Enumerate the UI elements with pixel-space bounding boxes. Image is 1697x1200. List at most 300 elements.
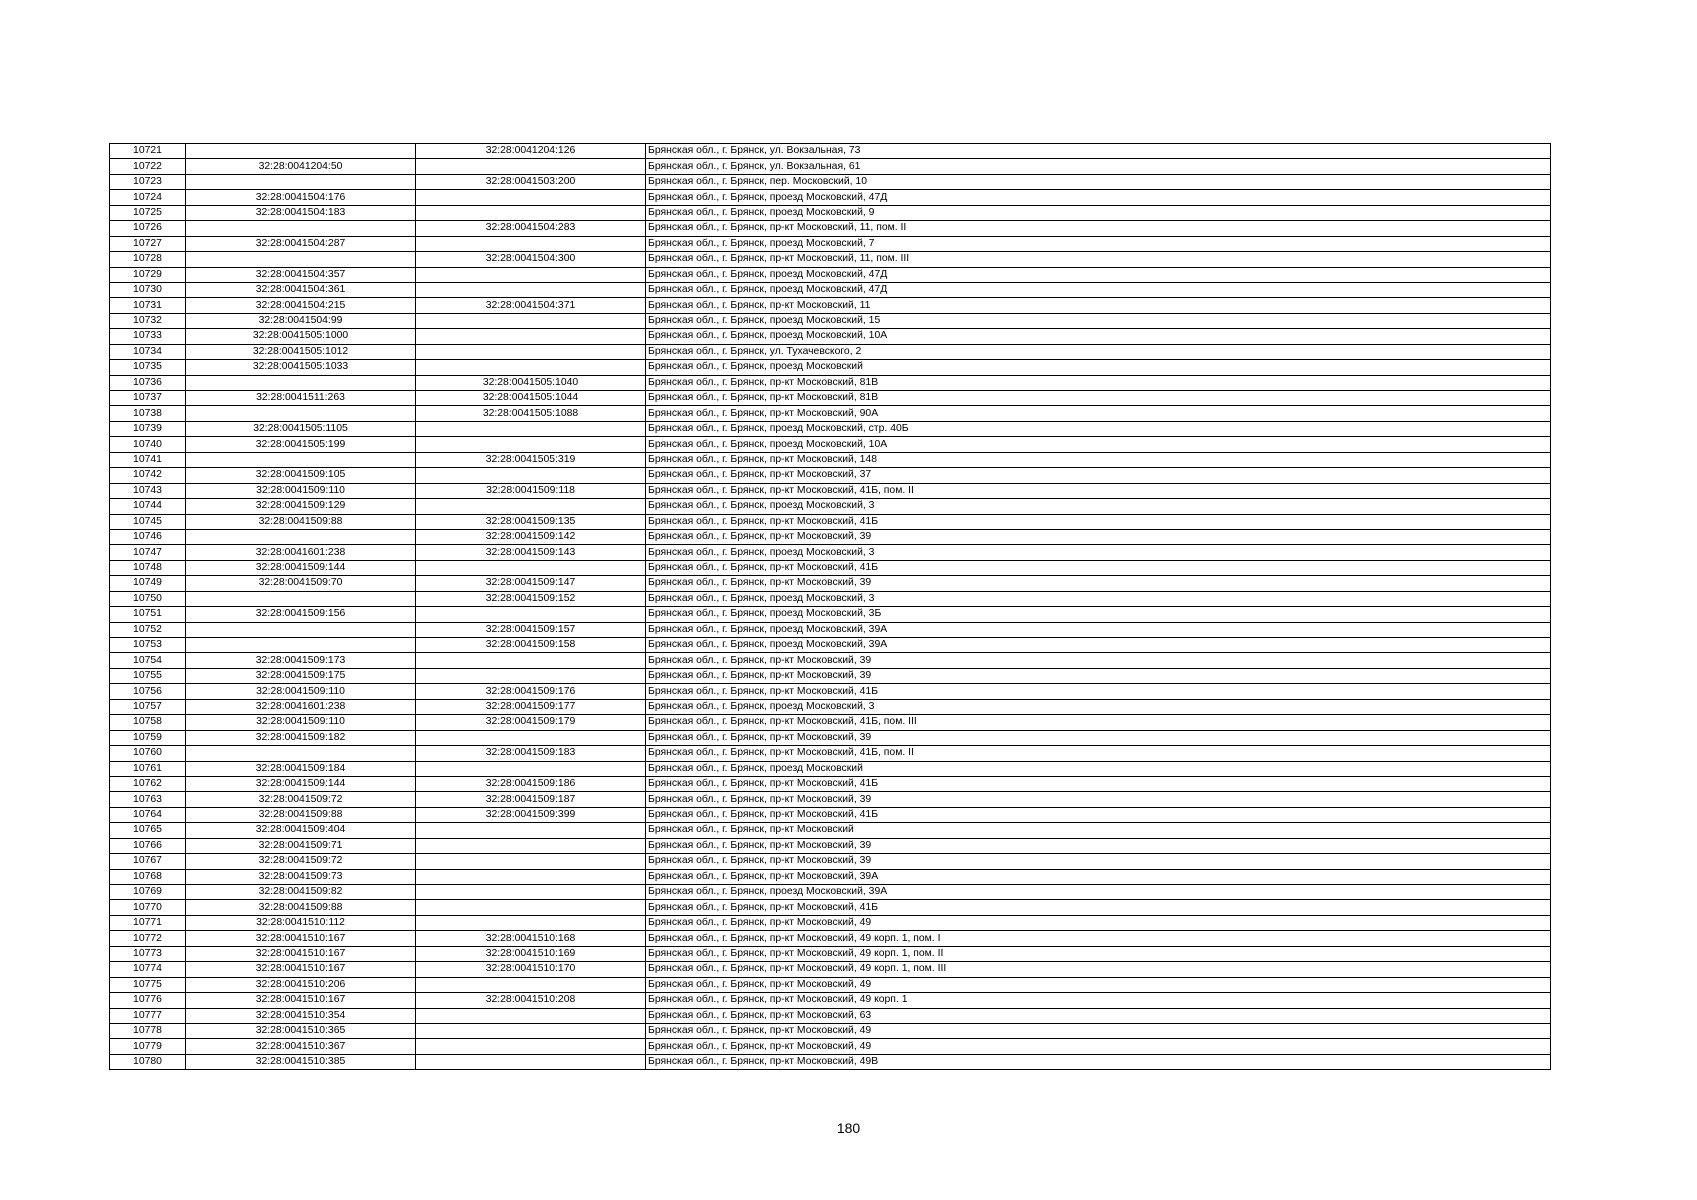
- address-cell: Брянская обл., г. Брянск, проезд Московский, 39А: [646, 885, 1551, 900]
- address-cell: Брянская обл., г. Брянск, ул. Тухачевского, 2: [646, 344, 1551, 359]
- building-cadastral-number-cell: 32:28:0041505:319: [416, 452, 646, 467]
- land-cadastral-number-cell: 32:28:0041509:404: [186, 823, 416, 838]
- table-row: [110, 267, 1551, 282]
- address-cell: Брянская обл., г. Брянск, проезд Московский, 39А: [646, 622, 1551, 637]
- table-row: [110, 560, 1551, 575]
- address-cell: Брянская обл., г. Брянск, пр-кт Московский, 41Б: [646, 560, 1551, 575]
- address-cell: Брянская обл., г. Брянск, проезд Московский, 15: [646, 313, 1551, 328]
- row-number-cell: 10732: [110, 313, 186, 328]
- row-number-cell: 10731: [110, 298, 186, 313]
- address-cell: Брянская обл., г. Брянск, пр-кт Московский, 41Б, пом. II: [646, 483, 1551, 498]
- row-number-cell: 10728: [110, 252, 186, 267]
- land-cadastral-number-cell: 32:28:0041509:88: [186, 900, 416, 915]
- address-cell: Брянская обл., г. Брянск, проезд Московский, 47Д: [646, 190, 1551, 205]
- row-number-cell: 10757: [110, 699, 186, 714]
- address-cell: Брянская обл., г. Брянск, пр-кт Московский, 81В: [646, 391, 1551, 406]
- building-cadastral-number-cell: [416, 1054, 646, 1069]
- building-cadastral-number-cell: 32:28:0041509:179: [416, 715, 646, 730]
- address-cell: Брянская обл., г. Брянск, проезд Московский, 10А: [646, 437, 1551, 452]
- table-row: [110, 854, 1551, 869]
- address-cell: Брянская обл., г. Брянск, пр-кт Московский, 81В: [646, 375, 1551, 390]
- row-number-cell: 10776: [110, 993, 186, 1008]
- address-cell: Брянская обл., г. Брянск, пр-кт Московский, 39: [646, 854, 1551, 869]
- land-cadastral-number-cell: 32:28:0041510:167: [186, 931, 416, 946]
- table-row: [110, 468, 1551, 483]
- table-row: [110, 313, 1551, 328]
- land-cadastral-number-cell: [186, 144, 416, 159]
- row-number-cell: 10735: [110, 360, 186, 375]
- land-cadastral-number-cell: 32:28:0041510:206: [186, 977, 416, 992]
- row-number-cell: 10770: [110, 900, 186, 915]
- table-row: [110, 838, 1551, 853]
- address-cell: Брянская обл., г. Брянск, ул. Вокзальная, 73: [646, 144, 1551, 159]
- row-number-cell: 10761: [110, 761, 186, 776]
- address-cell: Брянская обл., г. Брянск, пр-кт Московский, 49: [646, 1023, 1551, 1038]
- address-cell: Брянская обл., г. Брянск, пр-кт Московский, 39: [646, 653, 1551, 668]
- table-row: [110, 869, 1551, 884]
- row-number-cell: 10752: [110, 622, 186, 637]
- table-row: [110, 576, 1551, 591]
- building-cadastral-number-cell: [416, 313, 646, 328]
- building-cadastral-number-cell: 32:28:0041509:142: [416, 529, 646, 544]
- row-number-cell: 10743: [110, 483, 186, 498]
- address-cell: Брянская обл., г. Брянск, пр-кт Московский, 49 корп. 1, пом. III: [646, 962, 1551, 977]
- row-number-cell: 10753: [110, 638, 186, 653]
- address-cell: Брянская обл., г. Брянск, проезд Московский: [646, 360, 1551, 375]
- table-row: [110, 1023, 1551, 1038]
- row-number-cell: 10759: [110, 730, 186, 745]
- row-number-cell: 10778: [110, 1023, 186, 1038]
- table-row: [110, 205, 1551, 220]
- land-cadastral-number-cell: [186, 638, 416, 653]
- row-number-cell: 10726: [110, 221, 186, 236]
- address-cell: Брянская обл., г. Брянск, ул. Вокзальная, 61: [646, 159, 1551, 174]
- table-row: [110, 962, 1551, 977]
- land-cadastral-number-cell: 32:28:0041510:167: [186, 962, 416, 977]
- building-cadastral-number-cell: 32:28:0041504:300: [416, 252, 646, 267]
- land-cadastral-number-cell: 32:28:0041505:1012: [186, 344, 416, 359]
- building-cadastral-number-cell: [416, 205, 646, 220]
- row-number-cell: 10744: [110, 499, 186, 514]
- building-cadastral-number-cell: 32:28:0041509:399: [416, 807, 646, 822]
- land-cadastral-number-cell: 32:28:0041509:184: [186, 761, 416, 776]
- land-cadastral-number-cell: 32:28:0041504:287: [186, 236, 416, 251]
- table-row: [110, 406, 1551, 421]
- row-number-cell: 10747: [110, 545, 186, 560]
- row-number-cell: 10739: [110, 421, 186, 436]
- table-row: [110, 545, 1551, 560]
- land-cadastral-number-cell: 32:28:0041601:238: [186, 545, 416, 560]
- land-cadastral-number-cell: [186, 406, 416, 421]
- row-number-cell: 10768: [110, 869, 186, 884]
- address-cell: Брянская обл., г. Брянск, пр-кт Московский, 39: [646, 529, 1551, 544]
- address-cell: Брянская обл., г. Брянск, пр-кт Московский, 41Б: [646, 514, 1551, 529]
- address-cell: Брянская обл., г. Брянск, пр-кт Московский, 37: [646, 468, 1551, 483]
- building-cadastral-number-cell: [416, 1039, 646, 1054]
- row-number-cell: 10780: [110, 1054, 186, 1069]
- building-cadastral-number-cell: [416, 761, 646, 776]
- table-row: [110, 391, 1551, 406]
- land-cadastral-number-cell: [186, 174, 416, 189]
- row-number-cell: 10763: [110, 792, 186, 807]
- row-number-cell: 10754: [110, 653, 186, 668]
- building-cadastral-number-cell: [416, 1008, 646, 1023]
- land-cadastral-number-cell: [186, 252, 416, 267]
- table-row: [110, 776, 1551, 791]
- row-number-cell: 10749: [110, 576, 186, 591]
- row-number-cell: 10722: [110, 159, 186, 174]
- table-row: [110, 900, 1551, 915]
- table-row: [110, 977, 1551, 992]
- land-cadastral-number-cell: 32:28:0041510:365: [186, 1023, 416, 1038]
- land-cadastral-number-cell: 32:28:0041509:88: [186, 514, 416, 529]
- land-cadastral-number-cell: 32:28:0041510:354: [186, 1008, 416, 1023]
- land-cadastral-number-cell: 32:28:0041509:110: [186, 483, 416, 498]
- table-row: [110, 946, 1551, 961]
- building-cadastral-number-cell: 32:28:0041505:1044: [416, 391, 646, 406]
- table-row: [110, 190, 1551, 205]
- land-cadastral-number-cell: [186, 529, 416, 544]
- building-cadastral-number-cell: [416, 344, 646, 359]
- address-cell: Брянская обл., г. Брянск, проезд Московский, 3: [646, 499, 1551, 514]
- row-number-cell: 10748: [110, 560, 186, 575]
- land-cadastral-number-cell: 32:28:0041504:361: [186, 282, 416, 297]
- address-cell: Брянская обл., г. Брянск, пр-кт Московский, 39: [646, 730, 1551, 745]
- table-row: [110, 174, 1551, 189]
- land-cadastral-number-cell: 32:28:0041204:50: [186, 159, 416, 174]
- land-cadastral-number-cell: 32:28:0041504:99: [186, 313, 416, 328]
- address-cell: Брянская обл., г. Брянск, пр-кт Московский, 148: [646, 452, 1551, 467]
- table-row: [110, 792, 1551, 807]
- building-cadastral-number-cell: 32:28:0041509:118: [416, 483, 646, 498]
- page-number: 180: [836, 1120, 861, 1136]
- row-number-cell: 10756: [110, 684, 186, 699]
- building-cadastral-number-cell: 32:28:0041510:169: [416, 946, 646, 961]
- table-body: [110, 144, 1551, 1070]
- row-number-cell: 10762: [110, 776, 186, 791]
- land-cadastral-number-cell: 32:28:0041510:367: [186, 1039, 416, 1054]
- land-cadastral-number-cell: 32:28:0041504:215: [186, 298, 416, 313]
- address-cell: Брянская обл., г. Брянск, пр-кт Московский, 41Б, пом. II: [646, 746, 1551, 761]
- land-cadastral-number-cell: 32:28:0041509:129: [186, 499, 416, 514]
- building-cadastral-number-cell: 32:28:0041509:186: [416, 776, 646, 791]
- building-cadastral-number-cell: [416, 838, 646, 853]
- building-cadastral-number-cell: [416, 282, 646, 297]
- address-cell: Брянская обл., г. Брянск, проезд Московский, 47Д: [646, 282, 1551, 297]
- table-row: [110, 807, 1551, 822]
- row-number-cell: 10764: [110, 807, 186, 822]
- row-number-cell: 10774: [110, 962, 186, 977]
- address-cell: Брянская обл., г. Брянск, проезд Московский, 39А: [646, 638, 1551, 653]
- table-row: [110, 221, 1551, 236]
- table-row: [110, 421, 1551, 436]
- building-cadastral-number-cell: 32:28:0041510:168: [416, 931, 646, 946]
- land-cadastral-number-cell: 32:28:0041510:167: [186, 993, 416, 1008]
- table-row: [110, 144, 1551, 159]
- table-row: [110, 483, 1551, 498]
- table-row: [110, 1054, 1551, 1069]
- address-cell: Брянская обл., г. Брянск, пр-кт Московский, 39А: [646, 869, 1551, 884]
- building-cadastral-number-cell: [416, 885, 646, 900]
- address-cell: Брянская обл., г. Брянск, пр-кт Московский, 39: [646, 668, 1551, 683]
- table-row: [110, 282, 1551, 297]
- building-cadastral-number-cell: [416, 823, 646, 838]
- cadastral-register-table: [109, 143, 1551, 1070]
- land-cadastral-number-cell: 32:28:0041510:167: [186, 946, 416, 961]
- building-cadastral-number-cell: [416, 437, 646, 452]
- row-number-cell: 10734: [110, 344, 186, 359]
- land-cadastral-number-cell: 32:28:0041509:156: [186, 607, 416, 622]
- address-cell: Брянская обл., г. Брянск, проезд Московский: [646, 761, 1551, 776]
- building-cadastral-number-cell: [416, 560, 646, 575]
- building-cadastral-number-cell: 32:28:0041505:1040: [416, 375, 646, 390]
- land-cadastral-number-cell: 32:28:0041509:173: [186, 653, 416, 668]
- table-row: [110, 298, 1551, 313]
- land-cadastral-number-cell: 32:28:0041509:182: [186, 730, 416, 745]
- table-row: [110, 730, 1551, 745]
- row-number-cell: 10773: [110, 946, 186, 961]
- land-cadastral-number-cell: 32:28:0041511:263: [186, 391, 416, 406]
- address-cell: Брянская обл., г. Брянск, проезд Московский, стр. 40Б: [646, 421, 1551, 436]
- address-cell: Брянская обл., г. Брянск, пр-кт Московский, 39: [646, 576, 1551, 591]
- table-row: [110, 236, 1551, 251]
- land-cadastral-number-cell: 32:28:0041510:385: [186, 1054, 416, 1069]
- row-number-cell: 10771: [110, 915, 186, 930]
- row-number-cell: 10721: [110, 144, 186, 159]
- building-cadastral-number-cell: 32:28:0041509:157: [416, 622, 646, 637]
- table-row: [110, 823, 1551, 838]
- address-cell: Брянская обл., г. Брянск, пр-кт Московский, 63: [646, 1008, 1551, 1023]
- address-cell: Брянская обл., г. Брянск, проезд Московский, 9: [646, 205, 1551, 220]
- building-cadastral-number-cell: 32:28:0041509:176: [416, 684, 646, 699]
- building-cadastral-number-cell: 32:28:0041509:152: [416, 591, 646, 606]
- building-cadastral-number-cell: [416, 730, 646, 745]
- address-cell: Брянская обл., г. Брянск, пр-кт Московский, 41Б: [646, 900, 1551, 915]
- table-row: [110, 638, 1551, 653]
- table-row: [110, 514, 1551, 529]
- land-cadastral-number-cell: 32:28:0041509:105: [186, 468, 416, 483]
- land-cadastral-number-cell: 32:28:0041509:110: [186, 684, 416, 699]
- address-cell: Брянская обл., г. Брянск, пр-кт Московский, 11, пом. III: [646, 252, 1551, 267]
- row-number-cell: 10733: [110, 329, 186, 344]
- building-cadastral-number-cell: [416, 1023, 646, 1038]
- address-cell: Брянская обл., г. Брянск, пр-кт Московский: [646, 823, 1551, 838]
- building-cadastral-number-cell: [416, 468, 646, 483]
- table-row: [110, 329, 1551, 344]
- address-cell: Брянская обл., г. Брянск, пр-кт Московский, 11: [646, 298, 1551, 313]
- land-cadastral-number-cell: 32:28:0041504:183: [186, 205, 416, 220]
- building-cadastral-number-cell: [416, 190, 646, 205]
- address-cell: Брянская обл., г. Брянск, проезд Московский, 3: [646, 545, 1551, 560]
- table-row: [110, 529, 1551, 544]
- row-number-cell: 10751: [110, 607, 186, 622]
- table-row: [110, 1039, 1551, 1054]
- address-cell: Брянская обл., г. Брянск, пр-кт Московский, 41Б: [646, 807, 1551, 822]
- land-cadastral-number-cell: [186, 622, 416, 637]
- row-number-cell: 10769: [110, 885, 186, 900]
- building-cadastral-number-cell: 32:28:0041509:183: [416, 746, 646, 761]
- address-cell: Брянская обл., г. Брянск, пр-кт Московский, 41Б: [646, 776, 1551, 791]
- table-row: [110, 622, 1551, 637]
- table-row: [110, 252, 1551, 267]
- row-number-cell: 10741: [110, 452, 186, 467]
- land-cadastral-number-cell: 32:28:0041505:1105: [186, 421, 416, 436]
- building-cadastral-number-cell: 32:28:0041509:158: [416, 638, 646, 653]
- row-number-cell: 10765: [110, 823, 186, 838]
- building-cadastral-number-cell: [416, 854, 646, 869]
- address-cell: Брянская обл., г. Брянск, пр-кт Московский, 39: [646, 792, 1551, 807]
- land-cadastral-number-cell: 32:28:0041509:110: [186, 715, 416, 730]
- land-cadastral-number-cell: 32:28:0041509:88: [186, 807, 416, 822]
- row-number-cell: 10750: [110, 591, 186, 606]
- table-row: [110, 344, 1551, 359]
- building-cadastral-number-cell: [416, 653, 646, 668]
- building-cadastral-number-cell: 32:28:0041204:126: [416, 144, 646, 159]
- row-number-cell: 10723: [110, 174, 186, 189]
- table-row: [110, 499, 1551, 514]
- row-number-cell: 10755: [110, 668, 186, 683]
- table-row: [110, 437, 1551, 452]
- table-row: [110, 1008, 1551, 1023]
- table-row: [110, 375, 1551, 390]
- building-cadastral-number-cell: 32:28:0041510:208: [416, 993, 646, 1008]
- table-row: [110, 360, 1551, 375]
- row-number-cell: 10738: [110, 406, 186, 421]
- row-number-cell: 10767: [110, 854, 186, 869]
- table-row: [110, 915, 1551, 930]
- address-cell: Брянская обл., г. Брянск, проезд Московский, 10А: [646, 329, 1551, 344]
- building-cadastral-number-cell: 32:28:0041509:143: [416, 545, 646, 560]
- building-cadastral-number-cell: [416, 159, 646, 174]
- row-number-cell: 10772: [110, 931, 186, 946]
- land-cadastral-number-cell: 32:28:0041504:357: [186, 267, 416, 282]
- table-row: [110, 684, 1551, 699]
- table-row: [110, 746, 1551, 761]
- row-number-cell: 10727: [110, 236, 186, 251]
- land-cadastral-number-cell: 32:28:0041601:238: [186, 699, 416, 714]
- table-row: [110, 452, 1551, 467]
- row-number-cell: 10746: [110, 529, 186, 544]
- land-cadastral-number-cell: 32:28:0041505:1033: [186, 360, 416, 375]
- address-cell: Брянская обл., г. Брянск, проезд Московский, 3Б: [646, 607, 1551, 622]
- table-row: [110, 715, 1551, 730]
- building-cadastral-number-cell: 32:28:0041504:283: [416, 221, 646, 236]
- address-cell: Брянская обл., г. Брянск, проезд Московский, 7: [646, 236, 1551, 251]
- table-row: [110, 993, 1551, 1008]
- row-number-cell: 10745: [110, 514, 186, 529]
- land-cadastral-number-cell: 32:28:0041509:71: [186, 838, 416, 853]
- row-number-cell: 10730: [110, 282, 186, 297]
- table-row: [110, 159, 1551, 174]
- row-number-cell: 10779: [110, 1039, 186, 1054]
- address-cell: Брянская обл., г. Брянск, пр-кт Московский, 39: [646, 838, 1551, 853]
- row-number-cell: 10725: [110, 205, 186, 220]
- land-cadastral-number-cell: 32:28:0041505:1000: [186, 329, 416, 344]
- row-number-cell: 10742: [110, 468, 186, 483]
- land-cadastral-number-cell: 32:28:0041509:72: [186, 792, 416, 807]
- address-cell: Брянская обл., г. Брянск, проезд Московский, 3: [646, 591, 1551, 606]
- land-cadastral-number-cell: 32:28:0041505:199: [186, 437, 416, 452]
- building-cadastral-number-cell: [416, 869, 646, 884]
- table-row: [110, 931, 1551, 946]
- building-cadastral-number-cell: [416, 360, 646, 375]
- table-row: [110, 761, 1551, 776]
- row-number-cell: 10724: [110, 190, 186, 205]
- building-cadastral-number-cell: [416, 236, 646, 251]
- row-number-cell: 10775: [110, 977, 186, 992]
- address-cell: Брянская обл., г. Брянск, пр-кт Московский, 49 корп. 1: [646, 993, 1551, 1008]
- land-cadastral-number-cell: 32:28:0041509:70: [186, 576, 416, 591]
- land-cadastral-number-cell: 32:28:0041509:72: [186, 854, 416, 869]
- address-cell: Брянская обл., г. Брянск, пер. Московский, 10: [646, 174, 1551, 189]
- building-cadastral-number-cell: 32:28:0041503:200: [416, 174, 646, 189]
- row-number-cell: 10729: [110, 267, 186, 282]
- table-row: [110, 885, 1551, 900]
- land-cadastral-number-cell: [186, 221, 416, 236]
- row-number-cell: 10766: [110, 838, 186, 853]
- address-cell: Брянская обл., г. Брянск, пр-кт Московский, 11, пом. II: [646, 221, 1551, 236]
- row-number-cell: 10740: [110, 437, 186, 452]
- land-cadastral-number-cell: 32:28:0041509:175: [186, 668, 416, 683]
- address-cell: Брянская обл., г. Брянск, проезд Московский, 47Д: [646, 267, 1551, 282]
- address-cell: Брянская обл., г. Брянск, пр-кт Московский, 49 корп. 1, пом. I: [646, 931, 1551, 946]
- table-row: [110, 668, 1551, 683]
- address-cell: Брянская обл., г. Брянск, пр-кт Московский, 41Б: [646, 684, 1551, 699]
- address-cell: Брянская обл., г. Брянск, пр-кт Московский, 90А: [646, 406, 1551, 421]
- building-cadastral-number-cell: [416, 668, 646, 683]
- building-cadastral-number-cell: 32:28:0041509:147: [416, 576, 646, 591]
- building-cadastral-number-cell: [416, 977, 646, 992]
- land-cadastral-number-cell: 32:28:0041504:176: [186, 190, 416, 205]
- address-cell: Брянская обл., г. Брянск, пр-кт Московский, 41Б, пом. III: [646, 715, 1551, 730]
- address-cell: Брянская обл., г. Брянск, пр-кт Московский, 49 корп. 1, пом. II: [646, 946, 1551, 961]
- row-number-cell: 10758: [110, 715, 186, 730]
- building-cadastral-number-cell: [416, 607, 646, 622]
- building-cadastral-number-cell: 32:28:0041510:170: [416, 962, 646, 977]
- address-cell: Брянская обл., г. Брянск, пр-кт Московский, 49: [646, 915, 1551, 930]
- building-cadastral-number-cell: 32:28:0041505:1088: [416, 406, 646, 421]
- building-cadastral-number-cell: [416, 900, 646, 915]
- land-cadastral-number-cell: [186, 375, 416, 390]
- table-row: [110, 653, 1551, 668]
- row-number-cell: 10737: [110, 391, 186, 406]
- building-cadastral-number-cell: 32:28:0041509:177: [416, 699, 646, 714]
- land-cadastral-number-cell: 32:28:0041509:82: [186, 885, 416, 900]
- land-cadastral-number-cell: 32:28:0041509:144: [186, 776, 416, 791]
- table-row: [110, 607, 1551, 622]
- address-cell: Брянская обл., г. Брянск, проезд Московский, 3: [646, 699, 1551, 714]
- address-cell: Брянская обл., г. Брянск, пр-кт Московский, 49: [646, 1039, 1551, 1054]
- land-cadastral-number-cell: [186, 591, 416, 606]
- land-cadastral-number-cell: [186, 452, 416, 467]
- land-cadastral-number-cell: [186, 746, 416, 761]
- land-cadastral-number-cell: 32:28:0041509:144: [186, 560, 416, 575]
- land-cadastral-number-cell: 32:28:0041510:112: [186, 915, 416, 930]
- row-number-cell: 10777: [110, 1008, 186, 1023]
- row-number-cell: 10736: [110, 375, 186, 390]
- row-number-cell: 10760: [110, 746, 186, 761]
- building-cadastral-number-cell: [416, 915, 646, 930]
- building-cadastral-number-cell: 32:28:0041509:135: [416, 514, 646, 529]
- land-cadastral-number-cell: 32:28:0041509:73: [186, 869, 416, 884]
- building-cadastral-number-cell: 32:28:0041504:371: [416, 298, 646, 313]
- table-row: [110, 699, 1551, 714]
- address-cell: Брянская обл., г. Брянск, пр-кт Московский, 49: [646, 977, 1551, 992]
- building-cadastral-number-cell: 32:28:0041509:187: [416, 792, 646, 807]
- building-cadastral-number-cell: [416, 499, 646, 514]
- building-cadastral-number-cell: [416, 421, 646, 436]
- table-row: [110, 591, 1551, 606]
